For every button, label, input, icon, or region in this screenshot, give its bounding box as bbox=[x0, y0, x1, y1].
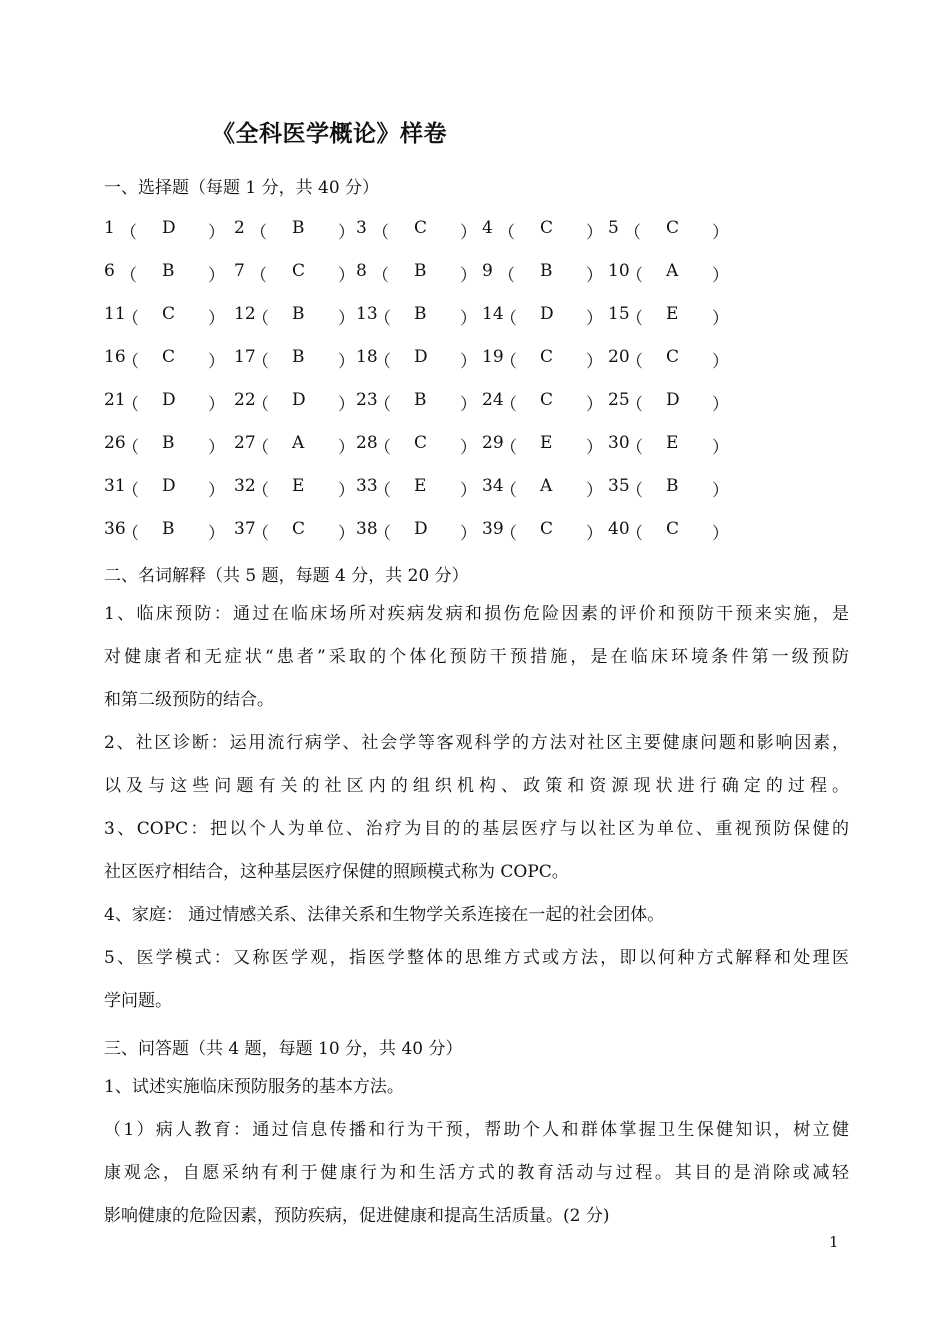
answer-item bbox=[608, 218, 730, 242]
close-paren: ） bbox=[460, 524, 477, 544]
question-number: 30 bbox=[608, 433, 630, 453]
open-paren: （ bbox=[500, 395, 517, 415]
close-paren: ） bbox=[208, 524, 225, 544]
text-line: 社区医疗相结合，这种基层医疗保健的照顾模式称为 COPC。 bbox=[104, 862, 569, 882]
open-paren: （ bbox=[252, 481, 269, 501]
answer-item bbox=[104, 304, 226, 328]
answer-item bbox=[104, 218, 226, 242]
open-paren: （ bbox=[626, 352, 643, 372]
answer-letter: D bbox=[540, 304, 554, 324]
answer-item bbox=[608, 304, 730, 328]
section-1-heading: 一、选择题（每题 1 分，共 40 分） bbox=[104, 178, 380, 198]
open-paren: （ bbox=[374, 481, 391, 501]
open-paren: （ bbox=[372, 266, 389, 286]
text-line: 和第二级预防的结合。 bbox=[104, 690, 274, 710]
answer-item bbox=[234, 347, 356, 371]
answer-item bbox=[104, 347, 226, 371]
open-paren: （ bbox=[122, 438, 139, 458]
answer-item bbox=[104, 433, 226, 457]
question-number: 31 bbox=[104, 476, 126, 496]
close-paren: ） bbox=[338, 223, 355, 243]
answer-letter: E bbox=[666, 304, 679, 324]
answer-letter: B bbox=[414, 304, 427, 324]
open-paren: （ bbox=[374, 395, 391, 415]
question-number: 23 bbox=[356, 390, 378, 410]
term-definition-2 bbox=[104, 722, 849, 808]
open-paren: （ bbox=[120, 223, 137, 243]
question-number: 22 bbox=[234, 390, 256, 410]
question-number: 32 bbox=[234, 476, 256, 496]
close-paren: ） bbox=[208, 395, 225, 415]
answer-letter: D bbox=[292, 390, 306, 410]
answer-item bbox=[104, 390, 226, 414]
close-paren: ） bbox=[208, 223, 225, 243]
answer-item bbox=[356, 304, 478, 328]
open-paren: （ bbox=[250, 223, 267, 243]
close-paren: ） bbox=[586, 524, 603, 544]
open-paren: （ bbox=[252, 395, 269, 415]
open-paren: （ bbox=[250, 266, 267, 286]
answer-item bbox=[608, 476, 730, 500]
open-paren: （ bbox=[372, 223, 389, 243]
question-number: 14 bbox=[482, 304, 504, 324]
answer-letter: C bbox=[414, 218, 428, 238]
answer-letter: D bbox=[162, 390, 176, 410]
question-number: 39 bbox=[482, 519, 504, 539]
question-number: 2 bbox=[234, 218, 245, 238]
close-paren: ） bbox=[460, 266, 477, 286]
answer-letter: C bbox=[666, 519, 680, 539]
answer-letter: D bbox=[666, 390, 680, 410]
close-paren: ） bbox=[712, 395, 729, 415]
answer-item bbox=[234, 433, 356, 457]
close-paren: ） bbox=[460, 309, 477, 329]
question-number: 36 bbox=[104, 519, 126, 539]
open-paren: （ bbox=[626, 395, 643, 415]
answer-letter: B bbox=[540, 261, 553, 281]
answer-item bbox=[482, 218, 604, 242]
question-number: 29 bbox=[482, 433, 504, 453]
question-number: 13 bbox=[356, 304, 378, 324]
answer-item bbox=[356, 347, 478, 371]
answer-letter: C bbox=[292, 261, 306, 281]
close-paren: ） bbox=[208, 309, 225, 329]
open-paren: （ bbox=[374, 524, 391, 544]
answer-item bbox=[356, 218, 478, 242]
close-paren: ） bbox=[338, 438, 355, 458]
answer-item bbox=[608, 390, 730, 414]
answer-item bbox=[608, 261, 730, 285]
answer-item bbox=[608, 433, 730, 457]
question-number: 21 bbox=[104, 390, 126, 410]
answer-letter: B bbox=[162, 519, 175, 539]
answer-letter: C bbox=[414, 433, 428, 453]
answer-letter: C bbox=[162, 347, 176, 367]
question-number: 18 bbox=[356, 347, 378, 367]
open-paren: （ bbox=[626, 481, 643, 501]
answer-letter: B bbox=[292, 304, 305, 324]
answer-letter: C bbox=[540, 347, 554, 367]
text-line: 影响健康的危险因素，预防疾病，促进健康和提高生活质量。(2 分) bbox=[104, 1206, 610, 1226]
answer-item bbox=[482, 347, 604, 371]
question-number: 37 bbox=[234, 519, 256, 539]
open-paren: （ bbox=[374, 352, 391, 372]
question-number: 4 bbox=[482, 218, 493, 238]
page-title: 《全科医学概论》样卷 bbox=[212, 120, 447, 147]
question-number: 10 bbox=[608, 261, 630, 281]
answer-item bbox=[234, 261, 356, 285]
question-number: 35 bbox=[608, 476, 630, 496]
close-paren: ） bbox=[338, 309, 355, 329]
close-paren: ） bbox=[586, 352, 603, 372]
open-paren: （ bbox=[374, 438, 391, 458]
question-number: 24 bbox=[482, 390, 504, 410]
text-line: 1、试述实施临床预防服务的基本方法。 bbox=[104, 1077, 404, 1097]
open-paren: （ bbox=[500, 438, 517, 458]
close-paren: ） bbox=[712, 352, 729, 372]
term-definition-5 bbox=[104, 937, 849, 1023]
close-paren: ） bbox=[338, 266, 355, 286]
open-paren: （ bbox=[122, 395, 139, 415]
answer-1-paragraph bbox=[104, 1109, 849, 1238]
question-number: 25 bbox=[608, 390, 630, 410]
question-number: 33 bbox=[356, 476, 378, 496]
question-number: 38 bbox=[356, 519, 378, 539]
question-number: 34 bbox=[482, 476, 504, 496]
text-line: 对健康者和无症状“患者”采取的个体化预防干预措施，是在临床环境条件第一级预防 bbox=[104, 647, 849, 667]
answer-item bbox=[482, 304, 604, 328]
question-number: 8 bbox=[356, 261, 367, 281]
question-number: 7 bbox=[234, 261, 245, 281]
question-number: 6 bbox=[104, 261, 115, 281]
answer-item bbox=[356, 390, 478, 414]
answer-item bbox=[356, 433, 478, 457]
answer-item bbox=[104, 476, 226, 500]
open-paren: （ bbox=[122, 309, 139, 329]
answer-item bbox=[234, 476, 356, 500]
close-paren: ） bbox=[460, 395, 477, 415]
question-number: 20 bbox=[608, 347, 630, 367]
answer-letter: C bbox=[540, 390, 554, 410]
open-paren: （ bbox=[626, 524, 643, 544]
answer-letter: D bbox=[162, 218, 176, 238]
close-paren: ） bbox=[712, 266, 729, 286]
question-number: 1 bbox=[104, 218, 115, 238]
answer-item bbox=[234, 390, 356, 414]
open-paren: （ bbox=[498, 266, 515, 286]
text-line: 2、社区诊断：运用流行病学、社会学等客观科学的方法对社区主要健康问题和影响因素， bbox=[104, 733, 849, 753]
answer-item bbox=[234, 519, 356, 543]
close-paren: ） bbox=[712, 524, 729, 544]
text-line: 4、家庭： 通过情感关系、法律关系和生物学关系连接在一起的社会团体。 bbox=[104, 905, 665, 925]
question-number: 3 bbox=[356, 218, 367, 238]
answer-item bbox=[234, 218, 356, 242]
open-paren: （ bbox=[120, 266, 137, 286]
open-paren: （ bbox=[252, 524, 269, 544]
answer-letter: D bbox=[414, 347, 428, 367]
open-paren: （ bbox=[500, 481, 517, 501]
answer-item bbox=[482, 433, 604, 457]
close-paren: ） bbox=[338, 481, 355, 501]
answer-item bbox=[104, 519, 226, 543]
answer-letter: B bbox=[162, 433, 175, 453]
term-definition-3 bbox=[104, 808, 849, 894]
text-line: 3、COPC：把以个人为单位、治疗为目的的基层医疗与以社区为单位、重视预防保健的 bbox=[104, 819, 849, 839]
close-paren: ） bbox=[208, 438, 225, 458]
answer-letter: C bbox=[162, 304, 176, 324]
text-line: 康观念，自愿采纳有利于健康行为和生活方式的教育活动与过程。其目的是消除或减轻 bbox=[104, 1163, 849, 1183]
answer-letter: D bbox=[162, 476, 176, 496]
answer-letter: B bbox=[292, 218, 305, 238]
answer-letter: B bbox=[292, 347, 305, 367]
answer-item bbox=[608, 347, 730, 371]
question-1 bbox=[104, 1066, 849, 1109]
answer-letter: A bbox=[666, 261, 679, 281]
answer-letter: C bbox=[666, 347, 680, 367]
question-number: 12 bbox=[234, 304, 256, 324]
answer-letter: B bbox=[162, 261, 175, 281]
question-number: 9 bbox=[482, 261, 493, 281]
close-paren: ） bbox=[586, 223, 603, 243]
question-number: 16 bbox=[104, 347, 126, 367]
answer-item bbox=[356, 476, 478, 500]
close-paren: ） bbox=[460, 223, 477, 243]
answer-letter: B bbox=[414, 261, 427, 281]
answer-letter: E bbox=[666, 433, 679, 453]
open-paren: （ bbox=[624, 223, 641, 243]
close-paren: ） bbox=[460, 438, 477, 458]
close-paren: ） bbox=[586, 438, 603, 458]
text-line: 以及与这些问题有关的社区内的组织机构、政策和资源现状进行确定的过程。 bbox=[104, 776, 849, 796]
open-paren: （ bbox=[252, 309, 269, 329]
question-number: 40 bbox=[608, 519, 630, 539]
answer-letter: C bbox=[540, 218, 554, 238]
close-paren: ） bbox=[712, 438, 729, 458]
section-3-heading: 三、问答题（共 4 题，每题 10 分，共 40 分） bbox=[104, 1039, 463, 1059]
answer-letter: A bbox=[540, 476, 553, 496]
close-paren: ） bbox=[586, 395, 603, 415]
question-number: 27 bbox=[234, 433, 256, 453]
close-paren: ） bbox=[712, 481, 729, 501]
answer-letter: E bbox=[414, 476, 427, 496]
answer-letter: D bbox=[414, 519, 428, 539]
close-paren: ） bbox=[712, 223, 729, 243]
open-paren: （ bbox=[500, 352, 517, 372]
text-line: 学问题。 bbox=[104, 991, 172, 1011]
answer-item bbox=[482, 476, 604, 500]
close-paren: ） bbox=[338, 524, 355, 544]
answer-item bbox=[482, 519, 604, 543]
term-definition-4 bbox=[104, 894, 849, 937]
text-line: 5、医学模式：又称医学观，指医学整体的思维方式或方法，即以何种方式解释和处理医 bbox=[104, 948, 849, 968]
answer-letter: C bbox=[666, 218, 680, 238]
close-paren: ） bbox=[460, 481, 477, 501]
answer-item bbox=[482, 390, 604, 414]
answer-letter: E bbox=[540, 433, 553, 453]
open-paren: （ bbox=[122, 352, 139, 372]
open-paren: （ bbox=[626, 438, 643, 458]
close-paren: ） bbox=[460, 352, 477, 372]
open-paren: （ bbox=[252, 352, 269, 372]
answer-item bbox=[356, 519, 478, 543]
close-paren: ） bbox=[338, 352, 355, 372]
open-paren: （ bbox=[122, 524, 139, 544]
close-paren: ） bbox=[208, 481, 225, 501]
question-number: 5 bbox=[608, 218, 619, 238]
close-paren: ） bbox=[208, 266, 225, 286]
answer-item bbox=[234, 304, 356, 328]
close-paren: ） bbox=[586, 266, 603, 286]
open-paren: （ bbox=[626, 266, 643, 286]
page-number: 1 bbox=[829, 1233, 839, 1251]
open-paren: （ bbox=[498, 223, 515, 243]
question-number: 26 bbox=[104, 433, 126, 453]
question-number: 11 bbox=[104, 304, 126, 324]
answer-letter: B bbox=[414, 390, 427, 410]
section-2-heading: 二、名词解释（共 5 题，每题 4 分，共 20 分） bbox=[104, 566, 469, 586]
text-line: 1、临床预防：通过在临床场所对疾病发病和损伤危险因素的评价和预防干预来实施，是 bbox=[104, 604, 849, 624]
open-paren: （ bbox=[626, 309, 643, 329]
close-paren: ） bbox=[712, 309, 729, 329]
question-number: 19 bbox=[482, 347, 504, 367]
answer-letter: E bbox=[292, 476, 305, 496]
term-definition-1 bbox=[104, 593, 849, 722]
open-paren: （ bbox=[374, 309, 391, 329]
open-paren: （ bbox=[500, 309, 517, 329]
question-number: 28 bbox=[356, 433, 378, 453]
answer-item bbox=[356, 261, 478, 285]
answer-item bbox=[104, 261, 226, 285]
answer-letter: C bbox=[540, 519, 554, 539]
text-line: （1）病人教育：通过信息传播和行为干预，帮助个人和群体掌握卫生保健知识，树立健 bbox=[104, 1120, 849, 1140]
open-paren: （ bbox=[252, 438, 269, 458]
open-paren: （ bbox=[122, 481, 139, 501]
close-paren: ） bbox=[208, 352, 225, 372]
answer-item bbox=[608, 519, 730, 543]
close-paren: ） bbox=[586, 481, 603, 501]
question-number: 15 bbox=[608, 304, 630, 324]
answer-letter: C bbox=[292, 519, 306, 539]
open-paren: （ bbox=[500, 524, 517, 544]
close-paren: ） bbox=[586, 309, 603, 329]
close-paren: ） bbox=[338, 395, 355, 415]
answer-item bbox=[482, 261, 604, 285]
answer-letter: A bbox=[292, 433, 305, 453]
question-number: 17 bbox=[234, 347, 256, 367]
answer-letter: B bbox=[666, 476, 679, 496]
